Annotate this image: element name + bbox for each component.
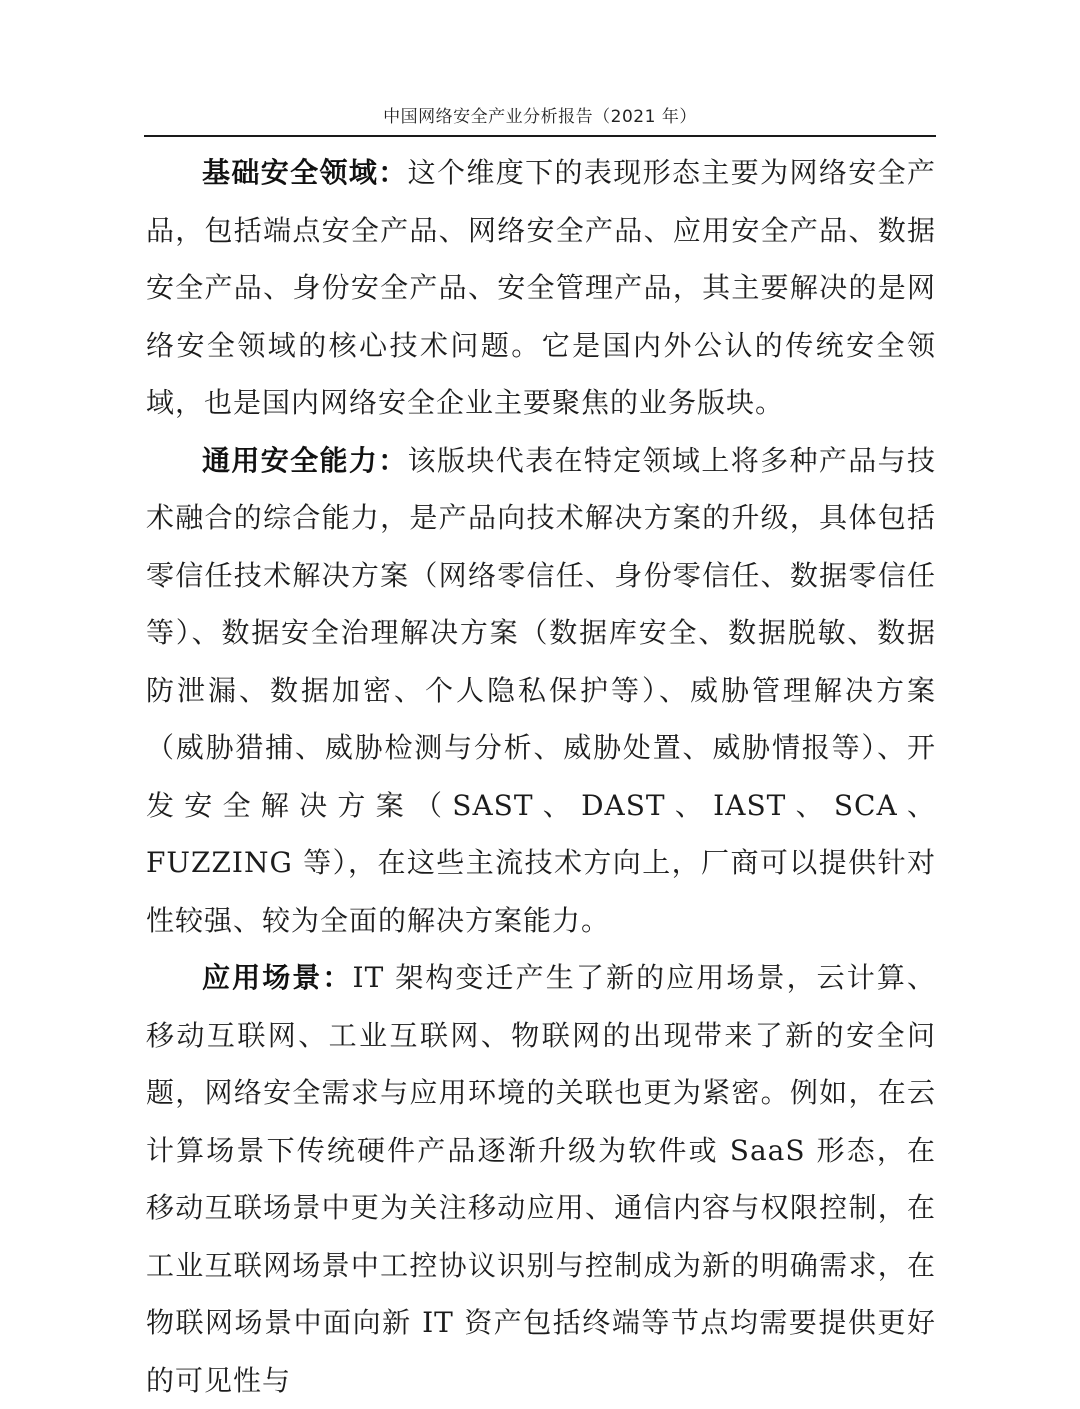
- paragraph-lead: 通用安全能力：: [202, 443, 408, 477]
- paragraph-application-scenarios: [146, 949, 936, 1409]
- paragraph-text: IT 架构变迁产生了新的应用场景，云计算、移动互联网、工业互联网、物联网的出现带来了新的安全问题，网络安全需求与应用环境的关联也更为紧密。例如，在云计算场景下传统硬件产品逐渐升级为软件或 SaaS 形态，在移动互联场景中更为关注移动应用、通信内容与权限控制，在工业互联网场景中工控协议识别与控制成为新的明确需求，在物联网场景中面向新 IT 资产包括终端等节点均需要提供更好的可见性与: [146, 961, 936, 1397]
- paragraph-basic-security: [146, 144, 936, 432]
- paragraph-text: 这个维度下的表现形态主要为网络安全产品，包括端点安全产品、网络安全产品、应用安全产品、数据安全产品、身份安全产品、安全管理产品，其主要解决的是网络安全领域的核心技术问题。它是国内外公认的传统安全领域，也是国内网络安全企业主要聚焦的业务版块。: [146, 156, 936, 419]
- paragraph-general-capability: [146, 432, 936, 950]
- paragraph-text: 该版块代表在特定领域上将多种产品与技术融合的综合能力，是产品向技术解决方案的升级，具体包括零信任技术解决方案（网络零信任、身份零信任、数据零信任等）、数据安全治理解决方案（数据库安全、数据脱敏、数据防泄漏、数据加密、个人隐私保护等）、威胁管理解决方案（威胁猎捕、威胁检测与分析、威胁处置、威胁情报等）、开发安全解决方案（SAST、DAST、IAST、SCA、FUZZING 等），在这些主流技术方向上，厂商可以提供针对性较强、较为全面的解决方案能力。: [146, 443, 936, 937]
- header-divider: [144, 135, 936, 137]
- paragraph-lead: 基础安全领域：: [202, 156, 408, 189]
- body-text: [146, 144, 936, 1409]
- paragraph-lead: 应用场景：: [202, 961, 353, 994]
- running-header: 中国网络安全产业分析报告（2021 年）: [383, 107, 697, 127]
